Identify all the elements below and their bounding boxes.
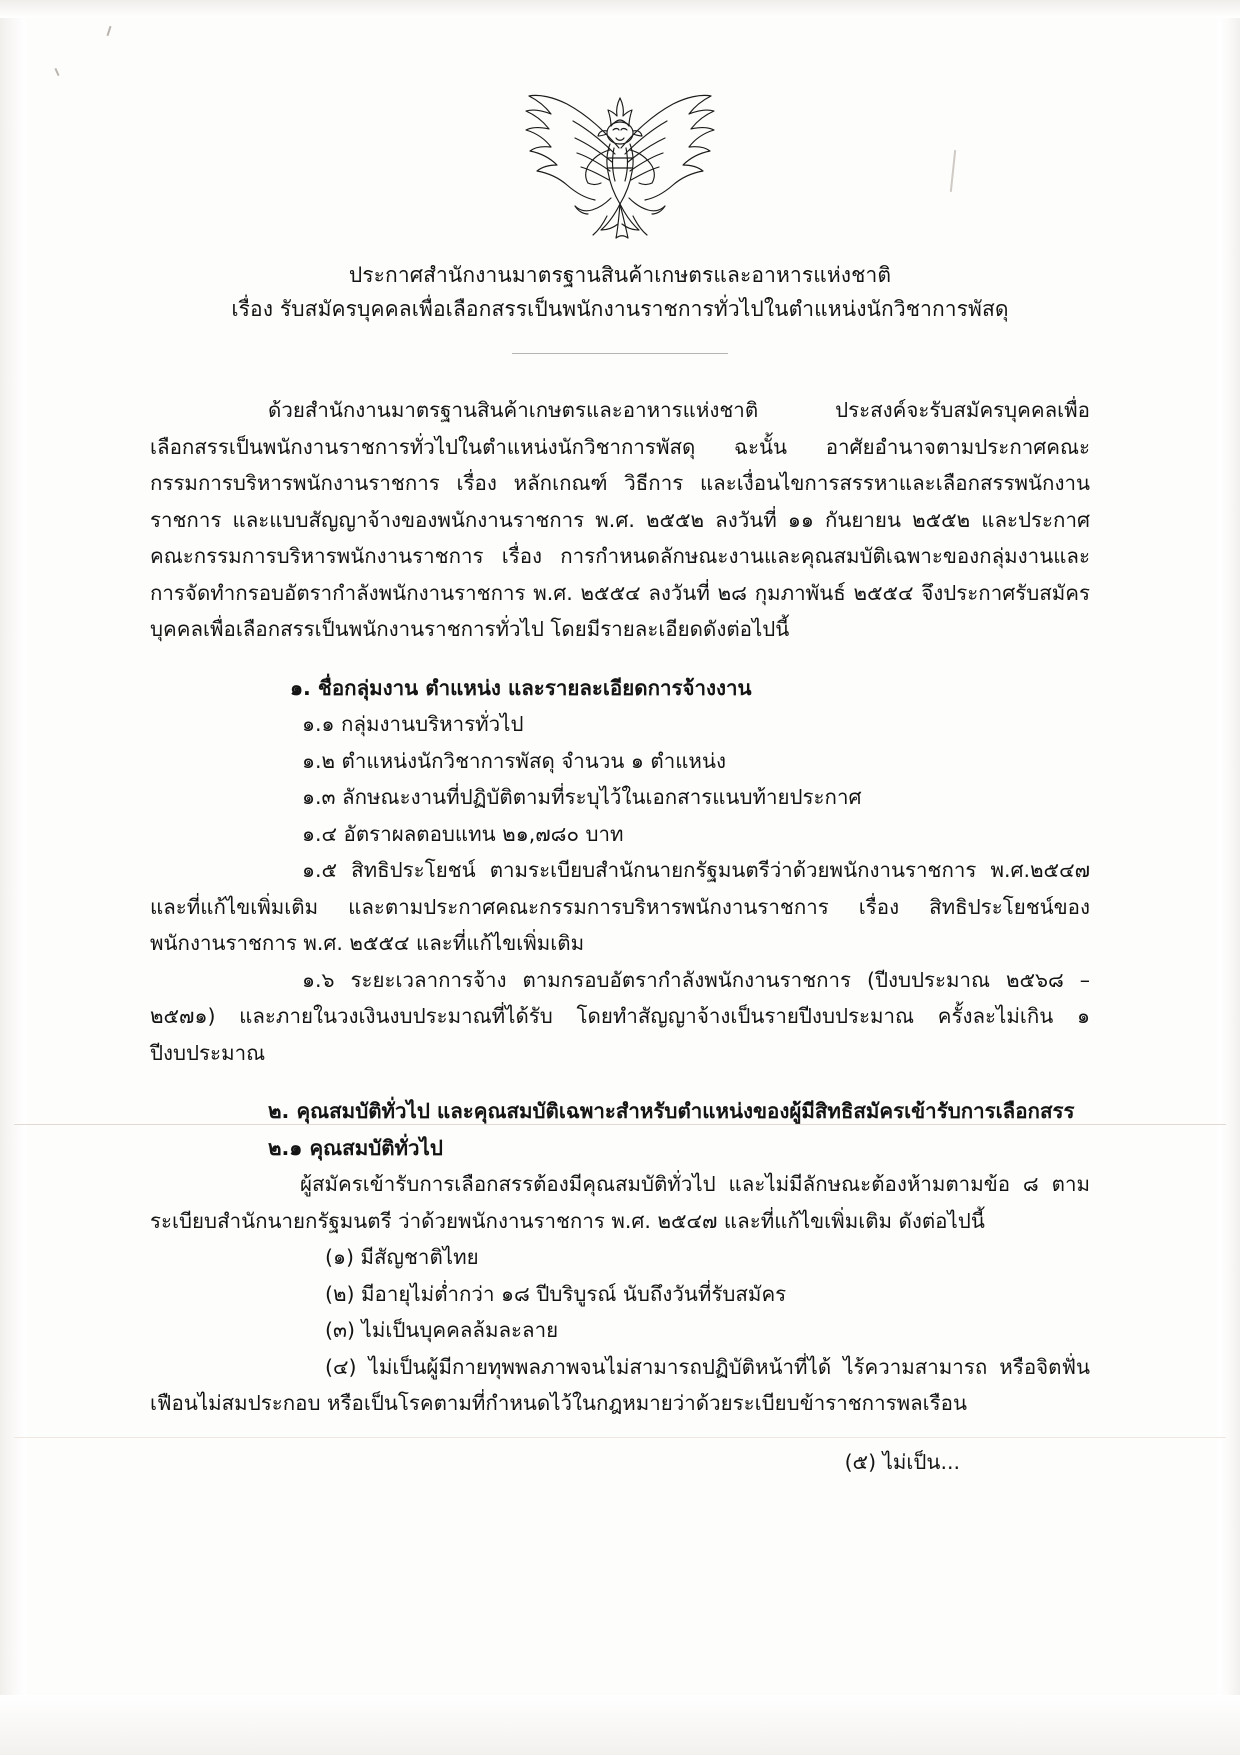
- continued-marker: (๕) ไม่เป็น...: [844, 1449, 960, 1474]
- section-1-title: ๑. ชื่อกลุ่มงาน ตำแหน่ง และรายละเอียดการจ้างงาน: [290, 675, 752, 700]
- scan-edge-top: [0, 0, 1240, 18]
- section-1-item-4: ๑.๔ อัตราผลตอบแทน ๒๑,๗๘๐ บาท: [302, 821, 624, 846]
- section-2-list-item-4: (๔) ไม่เป็นผู้มีกายทุพพลภาพจนไม่สามารถปฏิบัติหน้าที่ได้ ไร้ความสามารถ หรือจิตฟั่นเฟือนไม่สมประกอบ หรือเป็นโรคตามที่กำหนดไว้ในกฎหมายว่าด้วยระเบียบข้าราชการพลเรือน: [150, 1354, 1090, 1415]
- section-2-intro: ผู้สมัครเข้ารับการเลือกสรรต้องมีคุณสมบัติทั่วไป และไม่มีลักษณะต้องห้ามตามข้อ ๘ ตามระเบียบสำนักนายกรัฐมนตรี ว่าด้วยพนักงานราชการ พ.ศ. ๒๕๔๗ และที่แก้ไขเพิ่มเติม ดังต่อไปนี้: [150, 1172, 1090, 1233]
- section-1-item-2: ๑.๒ ตำแหน่งนักวิชาการพัสดุ จำนวน ๑ ตำแหน่ง: [302, 748, 726, 773]
- document-heading: [0, 258, 1240, 326]
- emblem-container: [0, 86, 1240, 254]
- section-2-list-item-2: (๒) มีอายุไม่ต่ำกว่า ๑๘ ปีบริบูรณ์ นับถึงวันที่รับสมัคร: [325, 1281, 787, 1306]
- scan-speck: [107, 26, 112, 36]
- section-2-subtitle: ๒.๑ คุณสมบัติทั่วไป: [268, 1135, 443, 1160]
- section-2-title: ๒. คุณสมบัติทั่วไป และคุณสมบัติเฉพาะสำหรับตำแหน่งของผู้มีสิทธิสมัครเข้ารับการเลือกสรร: [268, 1099, 1075, 1123]
- scan-edge-bottom: [0, 1695, 1240, 1755]
- heading-line-2: เรื่อง รับสมัครบุคคลเพื่อเลือกสรรเป็นพนักงานราชการทั่วไปในตำแหน่งนักวิชาการพัสดุ: [231, 297, 1009, 321]
- document-body: [150, 392, 1090, 1480]
- garuda-emblem: [515, 86, 725, 254]
- section-1-item-6: ๑.๖ ระยะเวลาการจ้าง ตามกรอบอัตรากำลังพนักงานราชการ (ปีงบประมาณ ๒๕๖๘ – ๒๕๗๑) และภายในวงเงินงบประมาณที่ได้รับ โดยทำสัญญาจ้างเป็นรายปีงบประมาณ ครั้งละไม่เกิน ๑ ปีงบประมาณ: [150, 967, 1090, 1065]
- section-1-item-5: ๑.๕ สิทธิประโยชน์ ตามระเบียบสำนักนายกรัฐมนตรีว่าด้วยพนักงานราชการ พ.ศ.๒๕๔๗ และที่แก้ไขเพิ่มเติม และตามประกาศคณะกรรมการบริหารพนักงานราชการ เรื่อง สิทธิประโยชน์ของพนักงานราชการ พ.ศ. ๒๕๕๔ และที่แก้ไขเพิ่มเติม: [150, 858, 1090, 955]
- preamble-paragraph: ด้วยสำนักงานมาตรฐานสินค้าเกษตรและอาหารแห่งชาติ ประสงค์จะรับสมัครบุคคลเพื่อเลือกสรรเป็นพนักงานราชการทั่วไปในตำแหน่งนักวิชาการพัสดุ ฉะนั้น อาศัยอำนาจตามประกาศคณะกรรมการบริหารพนักงานราชการ เรื่อง หลักเกณฑ์ วิธีการ และเงื่อนไขการสรรหาและเลือกสรรพนักงานราชการ และแบบสัญญาจ้างของพนักงานราชการ พ.ศ. ๒๕๕๒ ลงวันที่ ๑๑ กันยายน ๒๕๕๒ และประกาศคณะกรรมการบริหารพนักงานราชการ เรื่อง การกำหนดลักษณะงานและคุณสมบัติเฉพาะของกลุ่มงานและการจัดทำกรอบอัตรากำลังพนักงานราชการ พ.ศ. ๒๕๕๔ ลงวันที่ ๒๘ กุมภาพันธ์ ๒๕๕๔ จึงประกาศรับสมัครบุคคลเพื่อเลือกสรรเป็นพนักงานราชการทั่วไป โดยมีรายละเอียดดังต่อไปนี้: [150, 398, 1090, 641]
- section-1-item-1: ๑.๑ กลุ่มงานบริหารทั่วไป: [302, 712, 524, 736]
- scan-speck: [54, 68, 59, 76]
- section-2-list-item-3: (๓) ไม่เป็นบุคคลล้มละลาย: [325, 1318, 559, 1342]
- heading-separator: [513, 353, 728, 354]
- section-2-list-item-1: (๑) มีสัญชาติไทย: [325, 1245, 479, 1269]
- section-1-item-3: ๑.๓ ลักษณะงานที่ปฏิบัติตามที่ระบุไว้ในเอกสารแนบท้ายประกาศ: [302, 785, 862, 809]
- heading-line-1: ประกาศสำนักงานมาตรฐานสินค้าเกษตรและอาหารแห่งชาติ: [348, 263, 892, 287]
